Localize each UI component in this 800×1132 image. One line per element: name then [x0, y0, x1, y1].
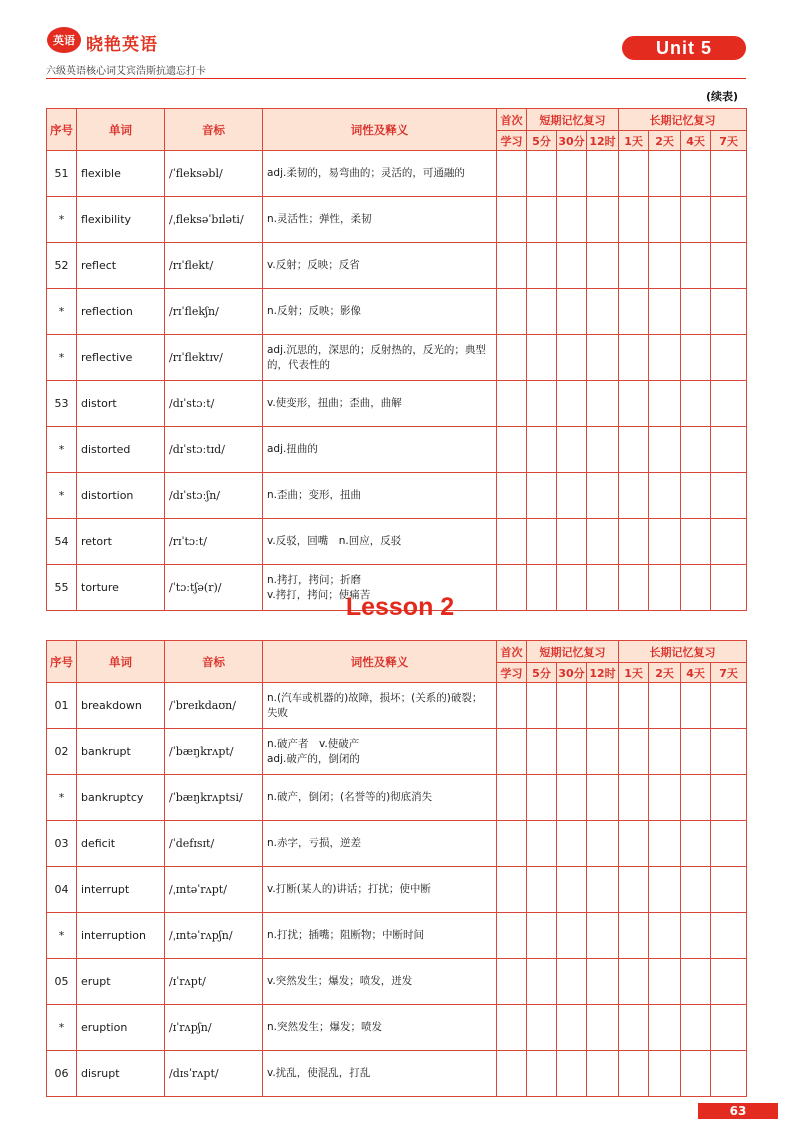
col-header-word: 单词 [77, 641, 165, 683]
review-checkbox[interactable] [527, 427, 557, 473]
entry-number: 05 [47, 959, 77, 1005]
review-checkbox[interactable] [711, 473, 747, 519]
entry-definition [263, 243, 497, 289]
review-checkbox[interactable] [557, 683, 587, 729]
review-checkbox[interactable] [557, 335, 587, 381]
review-checkbox[interactable] [527, 381, 557, 427]
entry-number: 53 [47, 381, 77, 427]
review-checkbox[interactable] [527, 1051, 557, 1097]
col-header-short-1: 30分 [557, 131, 587, 151]
review-checkbox[interactable] [649, 289, 681, 335]
entry-number: 52 [47, 243, 77, 289]
table-row [47, 427, 747, 473]
review-checkbox[interactable] [557, 1051, 587, 1097]
review-checkbox[interactable] [619, 959, 649, 1005]
review-checkbox[interactable] [527, 821, 557, 867]
review-checkbox[interactable] [587, 1051, 619, 1097]
review-checkbox[interactable] [649, 427, 681, 473]
review-checkbox[interactable] [711, 959, 747, 1005]
entry-word: retort [77, 519, 165, 565]
review-checkbox[interactable] [527, 775, 557, 821]
review-checkbox[interactable] [527, 289, 557, 335]
review-checkbox[interactable] [711, 1051, 747, 1097]
brand-logo-icon [46, 26, 82, 54]
table-row [47, 867, 747, 913]
logo-text: 英语 [53, 34, 75, 47]
table-row [47, 1005, 747, 1051]
review-checkbox[interactable] [619, 1051, 649, 1097]
entry-phonetic: /dɪˈstɔːt/ [165, 381, 263, 427]
entry-phonetic: /rɪˈflekt/ [165, 243, 263, 289]
entry-definition [263, 683, 497, 729]
review-checkbox[interactable] [587, 729, 619, 775]
review-checkbox[interactable] [711, 381, 747, 427]
definition-line: v.突然发生；爆发；喷发，迸发 [267, 975, 413, 987]
review-checkbox[interactable] [497, 381, 527, 427]
review-checkbox[interactable] [681, 197, 711, 243]
review-checkbox[interactable] [557, 775, 587, 821]
review-checkbox[interactable] [681, 243, 711, 289]
definition-line: n.突然发生；爆发；喷发 [267, 1021, 382, 1033]
entry-word: deficit [77, 821, 165, 867]
review-checkbox[interactable] [527, 729, 557, 775]
table-row [47, 381, 747, 427]
definition-line: v.打断(某人的)讲话；打扰；使中断 [267, 883, 431, 895]
entry-number: 51 [47, 151, 77, 197]
review-checkbox[interactable] [497, 427, 527, 473]
review-checkbox[interactable] [681, 427, 711, 473]
table-row [47, 729, 747, 775]
review-checkbox[interactable] [587, 913, 619, 959]
col-header-first: 首次 [497, 109, 527, 131]
review-checkbox[interactable] [557, 381, 587, 427]
review-checkbox[interactable] [497, 473, 527, 519]
review-checkbox[interactable] [681, 867, 711, 913]
table-row [47, 683, 747, 729]
review-checkbox[interactable] [619, 867, 649, 913]
review-checkbox[interactable] [681, 1051, 711, 1097]
review-checkbox[interactable] [681, 151, 711, 197]
review-checkbox[interactable] [619, 775, 649, 821]
review-checkbox[interactable] [711, 427, 747, 473]
col-header-no: 序号 [47, 641, 77, 683]
col-header-long-1: 2天 [649, 131, 681, 151]
review-checkbox[interactable] [527, 867, 557, 913]
review-checkbox[interactable] [649, 683, 681, 729]
definition-line: v.拷打，拷问；使痛苦 [267, 588, 371, 601]
review-checkbox[interactable] [497, 775, 527, 821]
review-checkbox[interactable] [711, 913, 747, 959]
review-checkbox[interactable] [557, 197, 587, 243]
entry-number: 54 [47, 519, 77, 565]
entry-word: reflective [77, 335, 165, 381]
entry-number: 02 [47, 729, 77, 775]
entry-word: distortion [77, 473, 165, 519]
entry-word: reflect [77, 243, 165, 289]
review-checkbox[interactable] [711, 519, 747, 565]
lesson-title: Lesson 2 [345, 593, 455, 621]
review-checkbox[interactable] [649, 959, 681, 1005]
entry-definition [263, 1051, 497, 1097]
entry-definition [263, 1005, 497, 1051]
col-header-long-3: 7天 [711, 663, 747, 683]
review-checkbox[interactable] [681, 913, 711, 959]
col-header-definition: 词性及释义 [263, 641, 497, 683]
entry-definition [263, 151, 497, 197]
col-header-first-sub: 学习 [497, 131, 527, 151]
review-checkbox[interactable] [497, 729, 527, 775]
entry-phonetic: /ˌɪntəˈrʌpʃn/ [165, 913, 263, 959]
review-checkbox[interactable] [587, 683, 619, 729]
entry-phonetic: /ˈbreɪkdaʊn/ [165, 683, 263, 729]
review-checkbox[interactable] [497, 151, 527, 197]
definition-line: v.反驳，回嘴 n.回应，反驳 [267, 535, 402, 547]
col-header-first-sub: 学习 [497, 663, 527, 683]
entry-word: reflection [77, 289, 165, 335]
entry-phonetic: /ɪˈrʌpʃn/ [165, 1005, 263, 1051]
entry-word: bankrupt [77, 729, 165, 775]
definition-line: v.扰乱，使混乱，打乱 [267, 1067, 371, 1079]
review-checkbox[interactable] [681, 683, 711, 729]
col-header-short-2: 12时 [587, 131, 619, 151]
review-checkbox[interactable] [711, 729, 747, 775]
entry-phonetic: /dɪˈstɔːʃn/ [165, 473, 263, 519]
page-number: 63 [698, 1103, 778, 1119]
table-row [47, 473, 747, 519]
entry-word: eruption [77, 1005, 165, 1051]
review-checkbox[interactable] [557, 427, 587, 473]
review-checkbox[interactable] [587, 473, 619, 519]
review-checkbox[interactable] [681, 473, 711, 519]
review-checkbox[interactable] [527, 913, 557, 959]
definition-line: n.拷打，拷问；折磨 [267, 573, 361, 586]
review-checkbox[interactable] [649, 821, 681, 867]
entry-number: * [47, 775, 77, 821]
entry-phonetic: /rɪˈtɔːt/ [165, 519, 263, 565]
table-row [47, 519, 747, 565]
review-checkbox[interactable] [587, 197, 619, 243]
review-checkbox[interactable] [619, 243, 649, 289]
review-checkbox[interactable] [557, 473, 587, 519]
entry-phonetic: /ɪˈrʌpt/ [165, 959, 263, 1005]
review-checkbox[interactable] [557, 867, 587, 913]
entry-word: disrupt [77, 1051, 165, 1097]
review-checkbox[interactable] [527, 959, 557, 1005]
review-checkbox[interactable] [619, 1005, 649, 1051]
book-subtitle: 六级英语核心词艾宾浩斯抗遗忘打卡 [46, 66, 206, 77]
review-checkbox[interactable] [649, 519, 681, 565]
entry-word: flexibility [77, 197, 165, 243]
col-header-long-0: 1天 [619, 131, 649, 151]
review-checkbox[interactable] [619, 151, 649, 197]
review-checkbox[interactable] [527, 683, 557, 729]
review-checkbox[interactable] [649, 729, 681, 775]
review-checkbox[interactable] [497, 335, 527, 381]
review-checkbox[interactable] [557, 519, 587, 565]
entry-word: flexible [77, 151, 165, 197]
review-checkbox[interactable] [587, 1005, 619, 1051]
entry-number: * [47, 197, 77, 243]
col-header-short-0: 5分 [527, 663, 557, 683]
definition-line: n.反射；反映；影像 [267, 305, 361, 317]
definition-line: n.打扰；插嘴；阻断物；中断时间 [267, 929, 424, 941]
review-checkbox[interactable] [527, 335, 557, 381]
entry-definition [263, 775, 497, 821]
entry-definition [263, 913, 497, 959]
entry-definition [263, 867, 497, 913]
review-checkbox[interactable] [619, 683, 649, 729]
table-row [47, 335, 747, 381]
entry-word: distorted [77, 427, 165, 473]
review-checkbox[interactable] [681, 381, 711, 427]
review-checkbox[interactable] [587, 821, 619, 867]
entry-definition [263, 729, 497, 775]
review-checkbox[interactable] [587, 519, 619, 565]
table-row [47, 821, 747, 867]
review-checkbox[interactable] [711, 335, 747, 381]
review-checkbox[interactable] [587, 289, 619, 335]
entry-number: * [47, 913, 77, 959]
review-checkbox[interactable] [527, 243, 557, 289]
entry-number: 06 [47, 1051, 77, 1097]
review-checkbox[interactable] [649, 913, 681, 959]
review-checkbox[interactable] [681, 289, 711, 335]
entry-number: 55 [47, 565, 77, 611]
review-checkbox[interactable] [497, 959, 527, 1005]
entry-number: * [47, 427, 77, 473]
review-checkbox[interactable] [619, 473, 649, 519]
review-checkbox[interactable] [681, 959, 711, 1005]
review-checkbox[interactable] [527, 519, 557, 565]
review-checkbox[interactable] [619, 427, 649, 473]
definition-line: n.破产，倒闭；(名誉等的)彻底消失 [267, 791, 433, 803]
review-checkbox[interactable] [649, 867, 681, 913]
col-header-long-1: 2天 [649, 663, 681, 683]
col-header-short-0: 5分 [527, 131, 557, 151]
review-checkbox[interactable] [497, 821, 527, 867]
review-checkbox[interactable] [711, 151, 747, 197]
definition-line: adj.柔韧的，易弯曲的；灵活的，可通融的 [267, 167, 465, 179]
header-divider [46, 78, 746, 79]
entry-definition [263, 821, 497, 867]
review-checkbox[interactable] [711, 289, 747, 335]
table-row [47, 151, 747, 197]
definition-line: v.反射；反映；反省 [267, 259, 360, 271]
review-checkbox[interactable] [497, 1051, 527, 1097]
vocab-table-lesson2 [46, 640, 747, 1097]
entry-phonetic: /dɪˈstɔːtɪd/ [165, 427, 263, 473]
review-checkbox[interactable] [497, 197, 527, 243]
entry-phonetic: /dɪsˈrʌpt/ [165, 1051, 263, 1097]
review-checkbox[interactable] [711, 867, 747, 913]
definition-line: adj.破产的，倒闭的 [267, 752, 360, 765]
review-checkbox[interactable] [497, 867, 527, 913]
review-checkbox[interactable] [649, 151, 681, 197]
review-checkbox[interactable] [497, 1005, 527, 1051]
col-header-no: 序号 [47, 109, 77, 151]
review-checkbox[interactable] [557, 913, 587, 959]
entry-definition [263, 427, 497, 473]
review-checkbox[interactable] [681, 335, 711, 381]
review-checkbox[interactable] [681, 1005, 711, 1051]
table-row [47, 959, 747, 1005]
entry-definition [263, 519, 497, 565]
review-checkbox[interactable] [711, 821, 747, 867]
review-checkbox[interactable] [587, 867, 619, 913]
table-row [47, 289, 747, 335]
entry-word: breakdown [77, 683, 165, 729]
definition-line: n.破产者 v.使破产 [267, 737, 360, 750]
entry-word: interruption [77, 913, 165, 959]
review-checkbox[interactable] [497, 289, 527, 335]
review-checkbox[interactable] [619, 197, 649, 243]
entry-phonetic: /rɪˈflekʃn/ [165, 289, 263, 335]
definition-line: n.灵活性；弹性，柔韧 [267, 213, 372, 225]
review-checkbox[interactable] [557, 729, 587, 775]
col-header-short-term: 短期记忆复习 [527, 109, 619, 131]
review-checkbox[interactable] [587, 959, 619, 1005]
entry-phonetic: /ˌɪntəˈrʌpt/ [165, 867, 263, 913]
col-header-definition: 词性及释义 [263, 109, 497, 151]
table-row [47, 1051, 747, 1097]
review-checkbox[interactable] [587, 775, 619, 821]
entry-word: torture [77, 565, 165, 611]
definition-line: n.(汽车或机器的)故障，损坏；(关系的)破裂；失败 [267, 691, 483, 719]
col-header-long-2: 4天 [681, 663, 711, 683]
review-checkbox[interactable] [527, 151, 557, 197]
definition-line: adj.沉思的，深思的；反射热的，反光的；典型的，代表性的 [267, 343, 486, 371]
entry-number: 03 [47, 821, 77, 867]
entry-phonetic: /ˈtɔːtʃə(r)/ [165, 565, 263, 611]
entry-number: * [47, 1005, 77, 1051]
entry-number: * [47, 289, 77, 335]
review-checkbox[interactable] [619, 821, 649, 867]
review-checkbox[interactable] [527, 473, 557, 519]
review-checkbox[interactable] [649, 1005, 681, 1051]
col-header-long-term: 长期记忆复习 [619, 109, 747, 131]
review-checkbox[interactable] [557, 959, 587, 1005]
review-checkbox[interactable] [587, 427, 619, 473]
entry-word: distort [77, 381, 165, 427]
col-header-long-term: 长期记忆复习 [619, 641, 747, 663]
entry-number: * [47, 473, 77, 519]
definition-line: n.赤字，亏损，逆差 [267, 837, 361, 849]
definition-line: n.歪曲；变形，扭曲 [267, 489, 361, 501]
table-row [47, 243, 747, 289]
entry-phonetic: /ˈfleksəbl/ [165, 151, 263, 197]
review-checkbox[interactable] [619, 913, 649, 959]
review-checkbox[interactable] [557, 151, 587, 197]
entry-definition [263, 473, 497, 519]
review-checkbox[interactable] [649, 775, 681, 821]
review-checkbox[interactable] [711, 683, 747, 729]
review-checkbox[interactable] [619, 519, 649, 565]
vocab-table-lesson1 [46, 108, 747, 611]
col-header-long-2: 4天 [681, 131, 711, 151]
brand-name: 晓艳英语 [86, 35, 158, 55]
entry-number: 04 [47, 867, 77, 913]
review-checkbox[interactable] [527, 1005, 557, 1051]
review-checkbox[interactable] [527, 197, 557, 243]
entry-number: 01 [47, 683, 77, 729]
review-checkbox[interactable] [587, 381, 619, 427]
review-checkbox[interactable] [619, 289, 649, 335]
entry-definition [263, 289, 497, 335]
continued-label: (续表) [706, 90, 739, 103]
col-header-long-3: 7天 [711, 131, 747, 151]
entry-definition [263, 959, 497, 1005]
review-checkbox[interactable] [681, 729, 711, 775]
review-checkbox[interactable] [649, 381, 681, 427]
definition-line: adj.扭曲的 [267, 443, 318, 455]
review-checkbox[interactable] [619, 729, 649, 775]
review-checkbox[interactable] [711, 775, 747, 821]
review-checkbox[interactable] [711, 243, 747, 289]
review-checkbox[interactable] [557, 1005, 587, 1051]
review-checkbox[interactable] [497, 683, 527, 729]
entry-number: * [47, 335, 77, 381]
review-checkbox[interactable] [619, 335, 649, 381]
entry-phonetic: /ˈdefɪsɪt/ [165, 821, 263, 867]
review-checkbox[interactable] [619, 381, 649, 427]
definition-line: v.使变形，扭曲；歪曲，曲解 [267, 397, 402, 409]
entry-word: erupt [77, 959, 165, 1005]
review-checkbox[interactable] [711, 1005, 747, 1051]
entry-phonetic: /rɪˈflektɪv/ [165, 335, 263, 381]
review-checkbox[interactable] [497, 913, 527, 959]
review-checkbox[interactable] [681, 775, 711, 821]
review-checkbox[interactable] [649, 473, 681, 519]
review-checkbox[interactable] [587, 335, 619, 381]
review-checkbox[interactable] [649, 243, 681, 289]
review-checkbox[interactable] [557, 243, 587, 289]
review-checkbox[interactable] [497, 243, 527, 289]
review-checkbox[interactable] [681, 519, 711, 565]
entry-phonetic: /ˌfleksəˈbɪləti/ [165, 197, 263, 243]
col-header-long-0: 1天 [619, 663, 649, 683]
col-header-word: 单词 [77, 109, 165, 151]
col-header-short-1: 30分 [557, 663, 587, 683]
col-header-short-2: 12时 [587, 663, 619, 683]
review-checkbox[interactable] [649, 335, 681, 381]
review-checkbox[interactable] [649, 1051, 681, 1097]
col-header-first: 首次 [497, 641, 527, 663]
entry-definition [263, 381, 497, 427]
review-checkbox[interactable] [681, 821, 711, 867]
col-header-phonetic: 音标 [165, 641, 263, 683]
review-checkbox[interactable] [557, 289, 587, 335]
entry-definition [263, 197, 497, 243]
entry-word: interrupt [77, 867, 165, 913]
review-checkbox[interactable] [649, 197, 681, 243]
review-checkbox[interactable] [587, 243, 619, 289]
table-row [47, 913, 747, 959]
review-checkbox[interactable] [587, 151, 619, 197]
entry-phonetic: /ˈbæŋkrʌptsi/ [165, 775, 263, 821]
col-header-phonetic: 音标 [165, 109, 263, 151]
table-row [47, 197, 747, 243]
entry-phonetic: /ˈbæŋkrʌpt/ [165, 729, 263, 775]
entry-word: bankruptcy [77, 775, 165, 821]
review-checkbox[interactable] [711, 197, 747, 243]
table-row [47, 775, 747, 821]
entry-definition [263, 335, 497, 381]
review-checkbox[interactable] [557, 821, 587, 867]
col-header-short-term: 短期记忆复习 [527, 641, 619, 663]
review-checkbox[interactable] [497, 519, 527, 565]
unit-badge: Unit 5 [622, 36, 746, 60]
